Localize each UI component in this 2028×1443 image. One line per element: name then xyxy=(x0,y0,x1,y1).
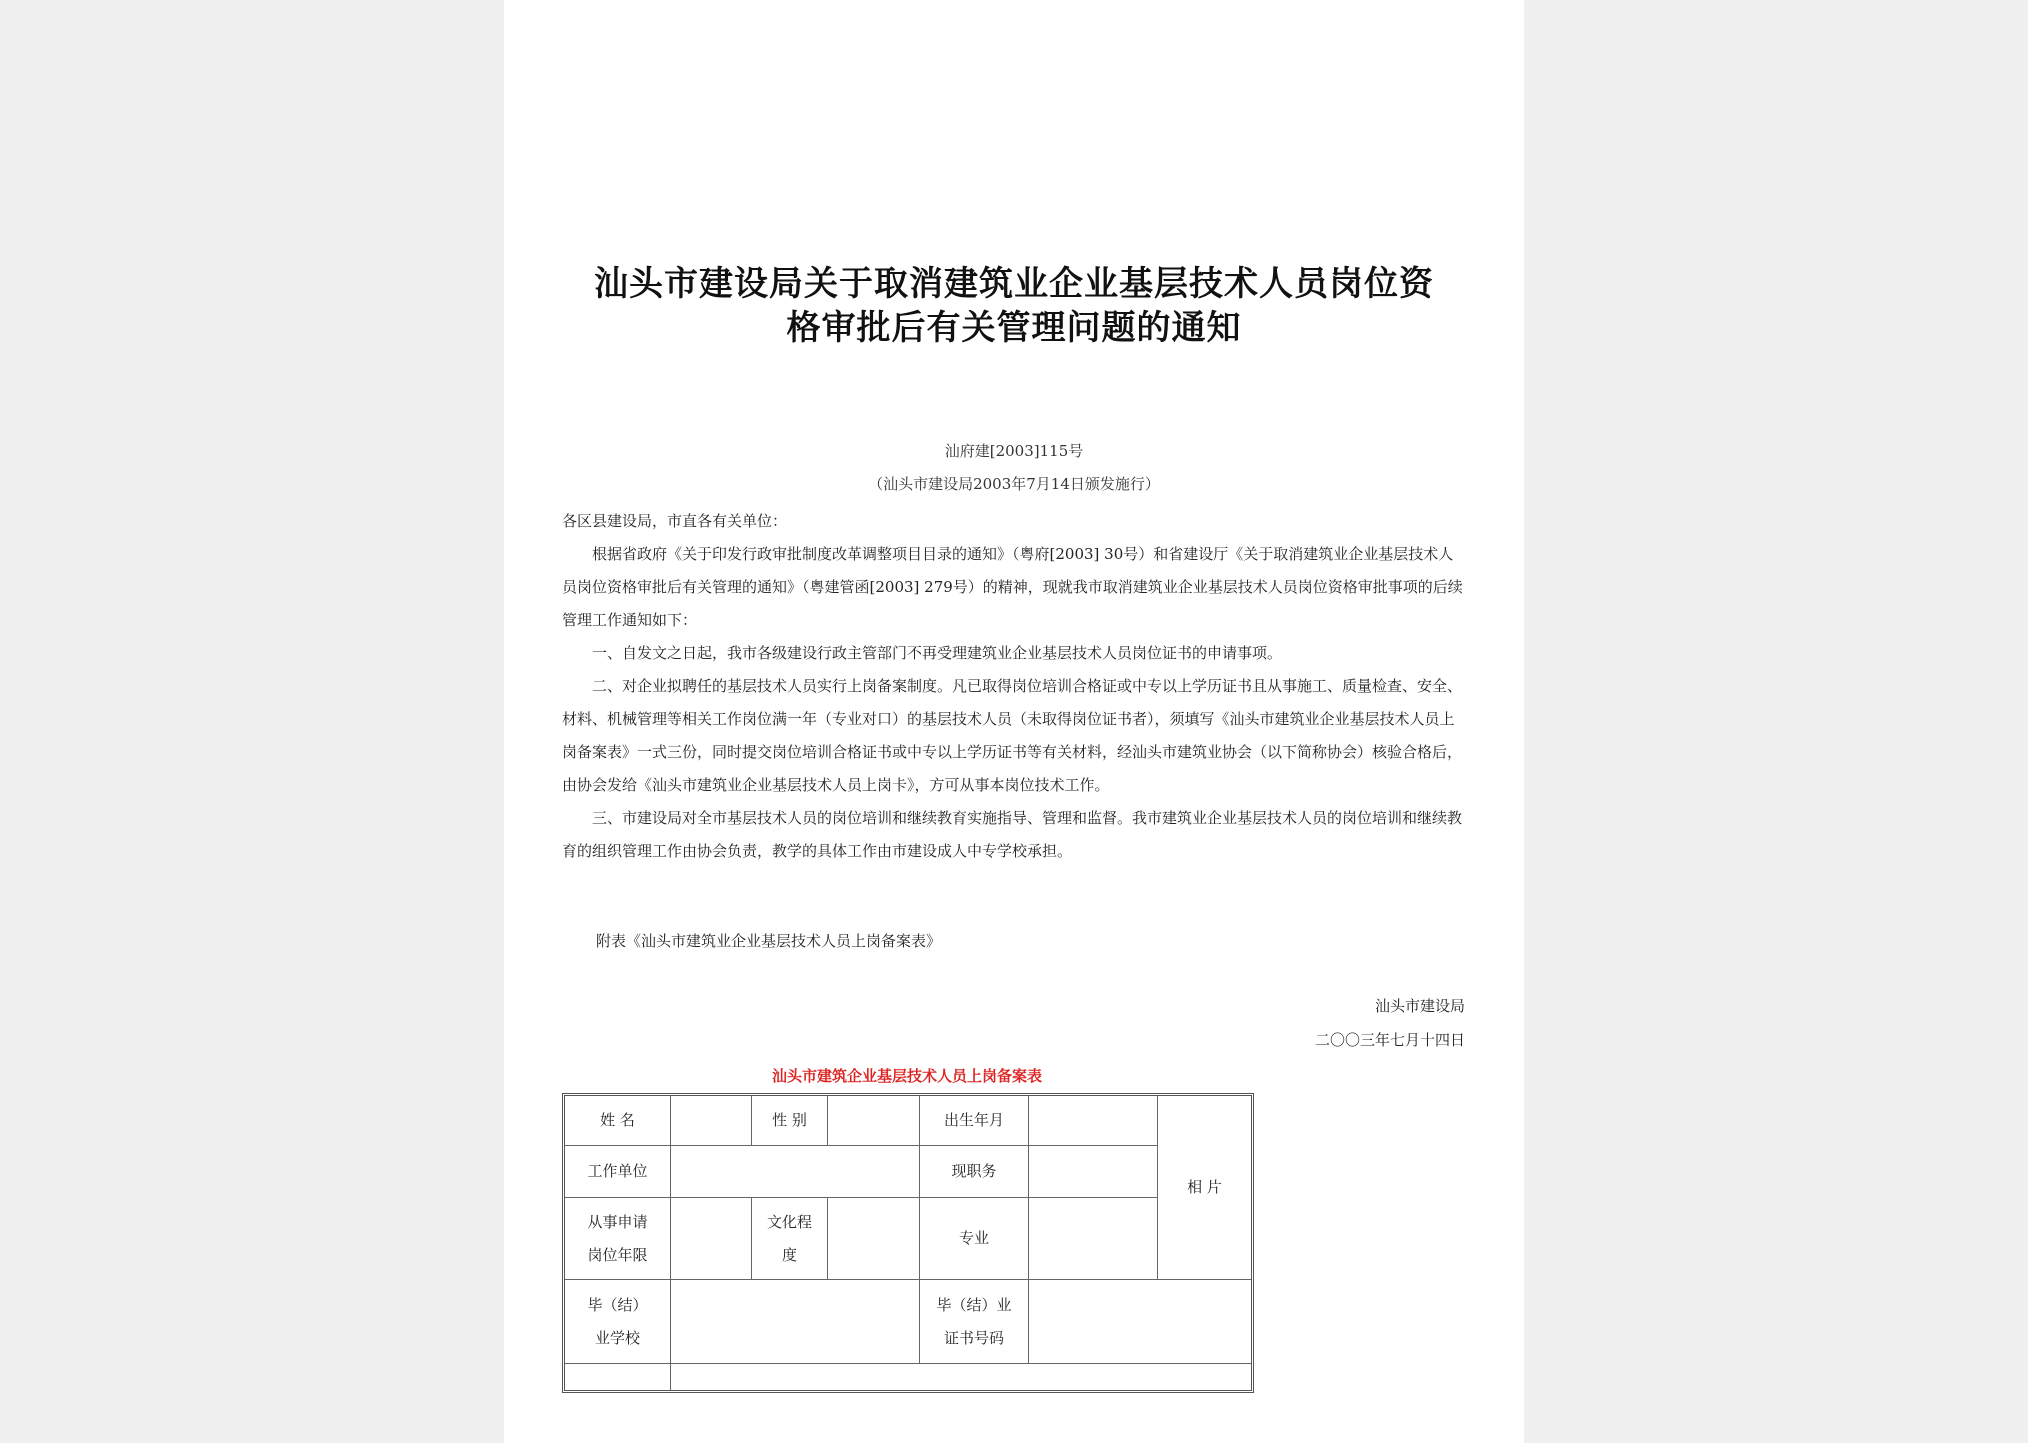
certificate-label-line-1: 毕（结）业 xyxy=(936,1295,1012,1314)
document-body xyxy=(562,505,1468,868)
school-label-line-1: 毕（结） xyxy=(587,1295,648,1314)
certificate-label xyxy=(920,1280,1029,1364)
document-page xyxy=(504,0,1524,1443)
school-value-cell xyxy=(671,1280,920,1364)
signature-organization: 汕头市建设局 xyxy=(1374,997,1465,1015)
form-title: 汕头市建筑企业基层技术人员上岗备案表 xyxy=(771,1067,1042,1085)
position-value-cell xyxy=(1029,1146,1158,1198)
years-label-line-2: 岗位年限 xyxy=(587,1245,648,1264)
work-unit-label: 工作单位 xyxy=(565,1146,671,1198)
title-line-1: 汕头市建设局关于取消建筑业企业基层技术人员岗位资 xyxy=(594,264,1434,304)
gender-value-cell xyxy=(828,1096,920,1146)
birth-value-cell xyxy=(1029,1096,1158,1146)
attachment-note: 附表《汕头市建筑业企业基层技术人员上岗备案表》 xyxy=(596,932,942,950)
certificate-label-line-2: 证书号码 xyxy=(943,1328,1004,1347)
education-value-cell xyxy=(828,1198,920,1280)
years-label xyxy=(565,1198,671,1280)
addressee: 各区县建设局，市直各有关单位： xyxy=(562,512,788,530)
body-paragraph: 根据省政府《关于印发行政审批制度改革调整项目目录的通知》（粤府[2003] 30号）和省建设厅《关于取消建筑业企业基层技术人员岗位资格审批后有关管理的通知》（粤建管函[2003] 279号）的精神，现就我市取消建筑业企业基层技术人员岗位资格审批事项的后续管理工作通知如下： xyxy=(562,545,1463,629)
birth-label: 出生年月 xyxy=(920,1096,1029,1146)
years-value-cell xyxy=(671,1198,752,1280)
issue-note: （汕头市建设局2003年7月14日颁发施行） xyxy=(868,475,1160,493)
major-label: 专业 xyxy=(920,1198,1029,1280)
name-label: 姓 名 xyxy=(565,1096,671,1146)
education-label xyxy=(752,1198,828,1280)
school-label xyxy=(565,1280,671,1364)
body-paragraph: 二、对企业拟聘任的基层技术人员实行上岗备案制度。凡已取得岗位培训合格证或中专以上学历证书且从事施工、质量检查、安全、材料、机械管理等相关工作岗位满一年（专业对口）的基层技术人员（未取得岗位证书者），须填写《汕头市建筑业企业基层技术人员上岗备案表》一式三份，同时提交岗位培训合格证书或中专以上学历证书等有关材料，经汕头市建筑业协会（以下简称协会）核验合格后，由协会发给《汕头市建筑业企业基层技术人员上岗卡》，方可从事本岗位技术工作。 xyxy=(562,677,1463,794)
name-value-cell xyxy=(671,1096,752,1146)
work-unit-value-cell xyxy=(671,1146,920,1198)
certificate-value-cell xyxy=(1029,1280,1251,1364)
body-paragraph: 一、自发文之日起，我市各级建设行政主管部门不再受理建筑业企业基层技术人员岗位证书的申请事项。 xyxy=(592,644,1283,662)
title-line-2: 格审批后有关管理问题的通知 xyxy=(786,308,1242,348)
position-label: 现职务 xyxy=(920,1146,1029,1198)
years-label-line-1: 从事申请 xyxy=(587,1212,648,1231)
photo-cell: 相 片 xyxy=(1158,1096,1251,1280)
education-label-line-2: 度 xyxy=(781,1245,797,1264)
document-number: 汕府建[2003]115号 xyxy=(944,442,1084,460)
education-label-line-1: 文化程 xyxy=(766,1212,812,1231)
major-value-cell xyxy=(1029,1198,1158,1280)
gender-label: 性 别 xyxy=(752,1096,828,1146)
document-title xyxy=(544,262,1484,350)
signature-date: 二〇〇三年七月十四日 xyxy=(1314,1031,1465,1049)
next-row-value-cell xyxy=(671,1364,1251,1390)
next-row-label-cell xyxy=(565,1364,671,1390)
school-label-line-2: 业学校 xyxy=(594,1328,640,1347)
body-paragraph: 三、市建设局对全市基层技术人员的岗位培训和继续教育实施指导、管理和监督。我市建筑业企业基层技术人员的岗位培训和继续教育的组织管理工作由协会负责，教学的具体工作由市建设成人中专学校承担。 xyxy=(562,809,1463,860)
registration-form-table xyxy=(562,1093,1254,1393)
